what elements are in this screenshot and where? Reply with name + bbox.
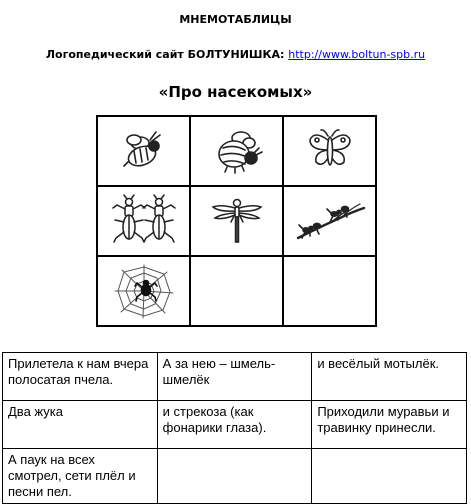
mnemo-cell-empty [283,256,376,326]
verse-cell: Прилетела к нам вчера полосатая пчела. [3,353,158,401]
spider-web-icon [113,263,175,319]
mnemo-cell-empty [190,256,283,326]
table-row [3,449,467,504]
bumblebee-icon [207,126,267,176]
site-link[interactable]: http://www.boltun-spb.ru [288,48,426,61]
bee-icon [114,126,174,176]
table-row [3,353,467,401]
mnemo-cell [97,116,190,186]
verse-cell: Два жука [3,401,158,449]
mnemo-cell [190,186,283,256]
site-line [0,48,471,61]
verse-cell: Приходили муравьи и травинку принесли. [312,401,467,449]
mnemo-cell [190,116,283,186]
topic-title: «Про насекомых» [158,83,313,101]
table-row [3,401,467,449]
two-beetles-icon [109,194,179,248]
verse-cell: и весёлый мотылёк. [312,353,467,401]
document-heading: МНЕМОТАБЛИЦЫ [179,13,292,26]
mnemo-cell [97,256,190,326]
verse-cell [157,449,312,504]
verse-cell: А паук на всех смотрел, сети плёл и песни пел. [3,449,158,504]
mnemo-cell [97,186,190,256]
mnemo-grid [96,115,377,327]
butterfly-icon [300,126,360,176]
verse-cell: А за нею – шмель-шмелёк [157,353,312,401]
ants-on-twig-icon [292,196,368,246]
verse-cell: и стрекоза (как фонарики глаза). [157,401,312,449]
verse-cell [312,449,467,504]
mnemo-cell [283,186,376,256]
mnemo-cell [283,116,376,186]
site-label: Логопедический сайт БОЛТУНИШКА: [45,48,285,61]
verse-table [2,352,467,504]
dragonfly-icon [207,196,267,246]
